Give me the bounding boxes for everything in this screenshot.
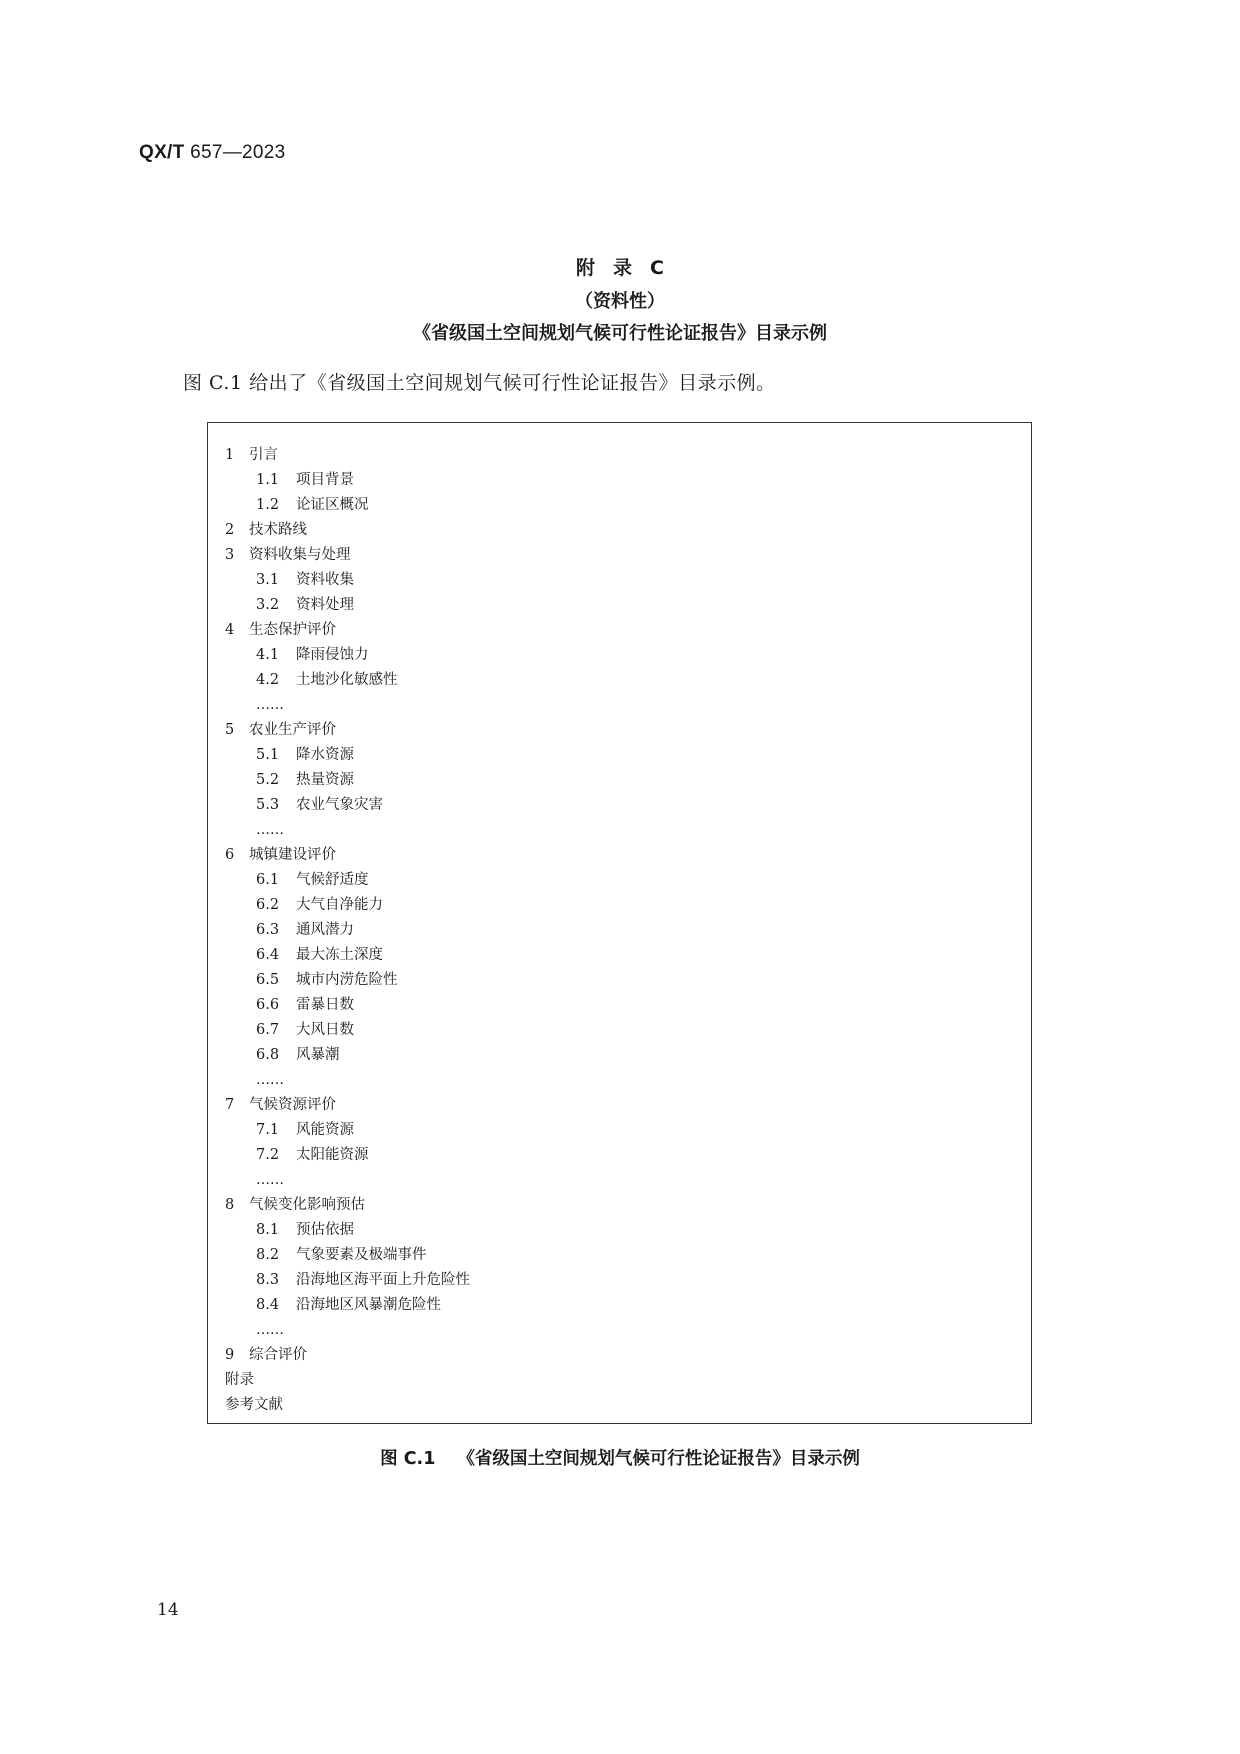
toc-figure-box xyxy=(207,422,1032,1424)
standard-code xyxy=(139,142,286,164)
annex-title: 《省级国土空间规划气候可行性论证报告》目录示例 xyxy=(413,323,827,344)
toc-entry xyxy=(256,895,383,915)
standard-prefix: QX/T xyxy=(139,142,185,163)
toc-entry xyxy=(225,545,351,565)
toc-entry-number: 6.1 xyxy=(256,872,280,888)
toc-entry xyxy=(256,1270,470,1290)
toc-entry-number: 6.6 xyxy=(256,997,280,1013)
toc-entry-text: 气候变化影响预估 xyxy=(249,1197,365,1213)
toc-entry-number: 7 xyxy=(225,1097,235,1113)
toc-entry xyxy=(256,1120,354,1140)
toc-entry xyxy=(256,1045,340,1065)
toc-entry-text: 气候资源评价 xyxy=(249,1097,336,1113)
toc-entry-text: 风暴潮 xyxy=(296,1047,340,1063)
toc-entry-number: 8.2 xyxy=(256,1247,280,1263)
toc-ellipsis: …… xyxy=(256,1172,284,1188)
toc-entry xyxy=(256,1245,427,1265)
toc-ellipsis: …… xyxy=(256,1072,284,1088)
toc-entry-number: 1.1 xyxy=(256,472,280,488)
toc-entry xyxy=(225,845,336,865)
toc-entry-number: 6.2 xyxy=(256,897,280,913)
toc-entry-number: 8.4 xyxy=(256,1297,280,1313)
intro-paragraph: 图 C.1 给出了《省级国土空间规划气候可行性论证报告》目录示例。 xyxy=(183,372,776,394)
toc-entry-text: 大风日数 xyxy=(296,1022,354,1038)
toc-entry xyxy=(256,995,354,1015)
figure-title: 《省级国土空间规划气候可行性论证报告》目录示例 xyxy=(457,1449,860,1469)
toc-entry xyxy=(225,520,307,540)
toc-entry-number: 3 xyxy=(225,547,235,563)
toc-entry xyxy=(256,770,354,790)
toc-entry-number: 6.4 xyxy=(256,947,280,963)
toc-entry xyxy=(225,1345,307,1365)
toc-entry-number: 4 xyxy=(225,622,235,638)
toc-entry-number: 5 xyxy=(225,722,235,738)
toc-entry-text: 通风潜力 xyxy=(296,922,354,938)
toc-entry-text: 城镇建设评价 xyxy=(249,847,336,863)
toc-entry-number: 3.1 xyxy=(256,572,280,588)
toc-entry xyxy=(256,595,354,615)
toc-entry-text: 农业气象灾害 xyxy=(296,797,383,813)
toc-entry xyxy=(256,570,354,590)
toc-entry-number: 7.2 xyxy=(256,1147,280,1163)
toc-entry xyxy=(225,1395,283,1415)
toc-entry xyxy=(225,620,336,640)
toc-entry xyxy=(256,920,354,940)
toc-entry xyxy=(256,1220,354,1240)
toc-entry xyxy=(225,1195,365,1215)
toc-entry-number: 5.3 xyxy=(256,797,280,813)
toc-entry-text: 沿海地区风暴潮危险性 xyxy=(296,1297,441,1313)
toc-entry-text: 资料收集 xyxy=(296,572,354,588)
toc-entry xyxy=(225,1095,336,1115)
figure-number: 图 C.1 xyxy=(380,1449,436,1469)
toc-entry-text: 热量资源 xyxy=(296,772,354,788)
toc-entry-text: 综合评价 xyxy=(249,1347,307,1363)
toc-entry-text: 太阳能资源 xyxy=(296,1147,369,1163)
toc-entry xyxy=(256,670,398,690)
toc-ellipsis: …… xyxy=(256,822,284,838)
toc-entry-text: 附录 xyxy=(225,1372,254,1388)
annex-label: 附录C xyxy=(576,257,682,279)
toc-entry-text: 农业生产评价 xyxy=(249,722,336,738)
toc-entry xyxy=(256,1020,354,1040)
toc-entry-text: 降雨侵蚀力 xyxy=(296,647,369,663)
toc-entry xyxy=(225,1370,254,1390)
toc-entry xyxy=(256,645,369,665)
toc-entry-text: 资料处理 xyxy=(296,597,354,613)
toc-ellipsis: …… xyxy=(256,697,284,713)
toc-entry xyxy=(225,445,278,465)
toc-ellipsis: …… xyxy=(256,1322,284,1338)
standard-number: 657—2023 xyxy=(190,142,286,163)
toc-entry-text: 土地沙化敏感性 xyxy=(296,672,398,688)
toc-entry-number: 2 xyxy=(225,522,235,538)
toc-entry xyxy=(256,870,369,890)
toc-entry-text: 预估依据 xyxy=(296,1222,354,1238)
toc-entry-text: 最大冻土深度 xyxy=(296,947,383,963)
toc-entry-number: 7.1 xyxy=(256,1122,280,1138)
toc-entry-text: 生态保护评价 xyxy=(249,622,336,638)
toc-entry-text: 大气自净能力 xyxy=(296,897,383,913)
toc-entry-number: 6.5 xyxy=(256,972,280,988)
toc-entry-number: 4.1 xyxy=(256,647,280,663)
toc-entry-text: 资料收集与处理 xyxy=(249,547,351,563)
toc-entry-text: 城市内涝危险性 xyxy=(296,972,398,988)
toc-entry-text: 参考文献 xyxy=(225,1397,283,1413)
page-number: 14 xyxy=(157,1600,179,1620)
toc-entry-number: 8 xyxy=(225,1197,235,1213)
toc-entry xyxy=(256,1145,369,1165)
toc-entry xyxy=(225,720,336,740)
toc-entry-text: 沿海地区海平面上升危险性 xyxy=(296,1272,470,1288)
toc-entry-number: 1 xyxy=(225,447,235,463)
toc-entry-number: 3.2 xyxy=(256,597,280,613)
toc-entry-number: 6.7 xyxy=(256,1022,280,1038)
toc-entry-number: 1.2 xyxy=(256,497,280,513)
toc-entry-number: 6 xyxy=(225,847,235,863)
toc-entry-number: 9 xyxy=(225,1347,235,1363)
toc-entry xyxy=(256,745,354,765)
toc-entry xyxy=(256,495,369,515)
toc-entry-number: 4.2 xyxy=(256,672,280,688)
annex-nature: （资料性） xyxy=(575,291,665,312)
toc-entry-text: 风能资源 xyxy=(296,1122,354,1138)
toc-entry-text: 降水资源 xyxy=(296,747,354,763)
toc-entry-text: 气象要素及极端事件 xyxy=(296,1247,427,1263)
toc-entry-number: 8.3 xyxy=(256,1272,280,1288)
toc-entry-number: 5.2 xyxy=(256,772,280,788)
toc-entry-text: 引言 xyxy=(249,447,278,463)
toc-entry xyxy=(256,795,383,815)
toc-entry-text: 项目背景 xyxy=(296,472,354,488)
toc-entry xyxy=(256,945,383,965)
toc-entry-text: 气候舒适度 xyxy=(296,872,369,888)
figure-caption xyxy=(0,1445,1240,1470)
toc-entry-number: 8.1 xyxy=(256,1222,280,1238)
toc-entry xyxy=(256,970,398,990)
toc-entry-number: 6.8 xyxy=(256,1047,280,1063)
toc-entry-text: 技术路线 xyxy=(249,522,307,538)
toc-entry-text: 雷暴日数 xyxy=(296,997,354,1013)
toc-entry-number: 5.1 xyxy=(256,747,280,763)
toc-entry xyxy=(256,470,354,490)
toc-entry xyxy=(256,1295,441,1315)
toc-entry-text: 论证区概况 xyxy=(296,497,369,513)
toc-entry-number: 6.3 xyxy=(256,922,280,938)
